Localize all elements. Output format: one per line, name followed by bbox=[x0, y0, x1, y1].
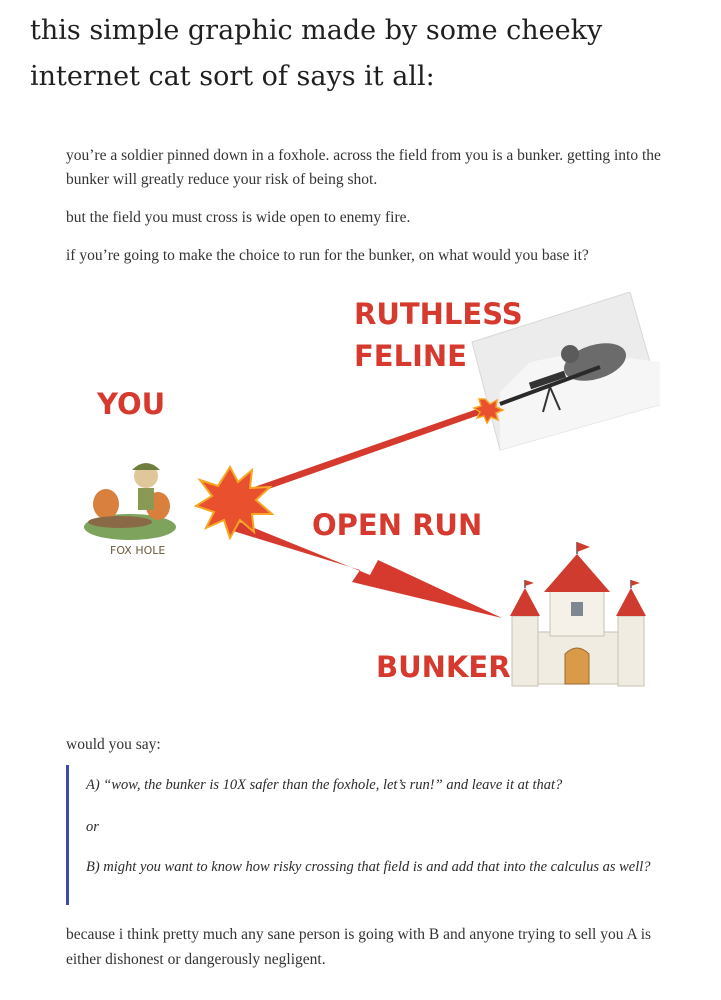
closing-paragraph: because i think pretty much any sane person is going with B and anyone trying to sell you A is either dishonest or dangerously negligent. bbox=[66, 926, 652, 968]
label-feline: FELINE bbox=[354, 339, 467, 373]
option-a: A) “wow, the bunker is 10X safer than the foxhole, let’s run!” and leave it at that? bbox=[86, 777, 563, 793]
explosion-icon bbox=[196, 467, 272, 538]
scenario-paragraph-3: if you’re going to make the choice to run for the bunker, on what would you base it? bbox=[66, 247, 589, 264]
label-ruthless: RUTHLESS bbox=[354, 297, 523, 331]
blockquote bbox=[66, 765, 669, 905]
label-open-run: OPEN RUN bbox=[312, 508, 483, 542]
option-b: B) might you want to know how risky crossing that field is and add that into the calculus as well? bbox=[86, 859, 651, 875]
lead-in bbox=[66, 733, 686, 757]
lead-in-text: would you say: bbox=[66, 736, 161, 753]
fire-trajectory bbox=[240, 408, 482, 498]
label-bunker: BUNKER bbox=[376, 650, 511, 684]
label-you: YOU bbox=[97, 387, 166, 421]
foxhole-label: FOX HOLE bbox=[110, 544, 166, 557]
castle-bunker-icon bbox=[510, 542, 646, 686]
scenario-paragraph-1: you’re a soldier pinned down in a foxhole. across the field from you is a bunker. getting into the bunker will greatly reduce your risk of being shot. bbox=[66, 147, 661, 188]
option-or: or bbox=[86, 819, 99, 835]
scenario-paragraph-2: but the field you must cross is wide open to enemy fire. bbox=[66, 209, 411, 226]
quoted-scenario bbox=[66, 144, 686, 282]
foxhole-soldiers-icon bbox=[84, 463, 176, 540]
headline: this simple graphic made by some cheeky internet cat sort of says it all: bbox=[30, 15, 603, 92]
foxhole-bunker-graphic bbox=[60, 292, 660, 712]
